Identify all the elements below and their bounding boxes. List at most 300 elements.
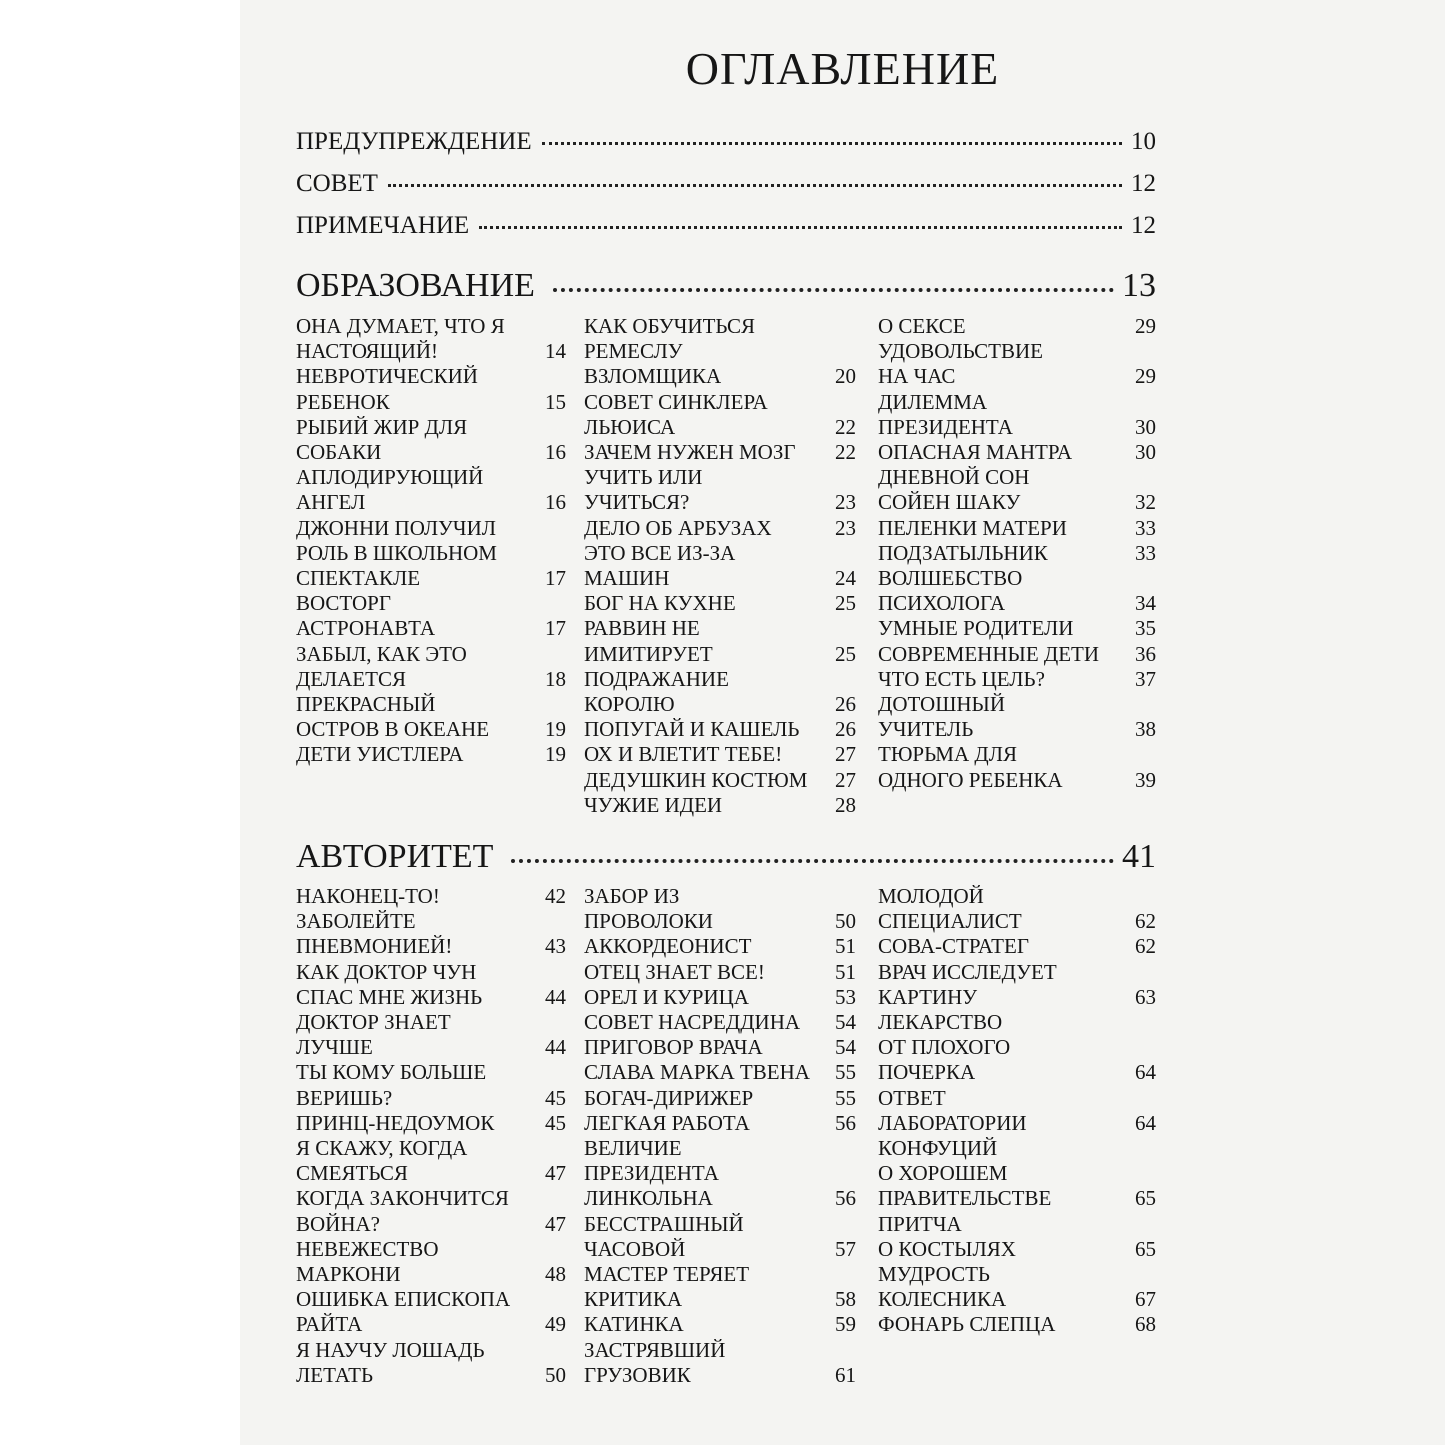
toc-item-line: ДЕТИ УИСТЛЕРА [296, 742, 464, 767]
toc-item-line: ОНА ДУМАЕТ, ЧТО Я [296, 314, 505, 338]
toc-item-title [296, 692, 542, 742]
toc-item-line: ПРЕЗИДЕНТА [584, 1161, 719, 1186]
toc-item-line: ВЗЛОМЩИКА [584, 364, 722, 389]
toc-item[interactable] [584, 390, 856, 440]
toc-item-line: СПЕКТАКЛЕ [296, 566, 421, 591]
toc-item-page: 55 [835, 1085, 856, 1110]
section-label: ОБРАЗОВАНИЕ [296, 267, 535, 304]
toc-item[interactable] [878, 1212, 1156, 1262]
dot-leader [542, 142, 1122, 145]
toc-item-title [584, 1086, 832, 1111]
toc-item-page: 45 [545, 1085, 566, 1110]
toc-item-line: ДОТОШНЫЙ [878, 692, 1006, 717]
toc-entry-advice[interactable] [296, 170, 1156, 198]
toc-item[interactable] [296, 364, 566, 414]
toc-item[interactable] [878, 465, 1156, 515]
toc-item-page: 58 [835, 1287, 856, 1312]
toc-item[interactable] [584, 1086, 856, 1111]
toc-item-line: МАРКОНИ [296, 1262, 401, 1287]
toc-item-page: 67 [1135, 1287, 1156, 1312]
toc-item[interactable] [584, 440, 856, 465]
toc-item-line: ПЕЛЕНКИ МАТЕРИ [878, 515, 1067, 540]
toc-item-line: ОХ И ВЛЕТИТ ТЕБЕ! [584, 742, 783, 767]
toc-item-line: АСТРОНАВТА [296, 616, 436, 641]
toc-item[interactable] [296, 909, 566, 959]
toc-item-line: ЗАБЫЛ, КАК ЭТО [296, 641, 467, 666]
section-page: 41 [1122, 838, 1156, 875]
toc-item-line: ОШИБКА ЕПИСКОПА [296, 1287, 511, 1312]
toc-item-title [878, 314, 1132, 339]
toc-item-page: 56 [835, 1110, 856, 1135]
toc-item[interactable] [296, 465, 566, 515]
toc-item-line: БОГАЧ-ДИРИЖЕР [584, 1085, 754, 1110]
toc-item[interactable] [584, 1262, 856, 1312]
toc-item-page: 16 [545, 440, 566, 465]
toc-item-line: РАВВИН НЕ [584, 616, 700, 641]
toc-item[interactable] [878, 960, 1156, 1010]
toc-item-title [584, 717, 832, 742]
toc-item-line: ЭТО ВСЕ ИЗ-ЗА [584, 540, 736, 565]
toc-item[interactable] [878, 667, 1156, 692]
toc-item-line: ПСИХОЛОГА [878, 591, 1005, 616]
toc-item-title [296, 591, 542, 641]
toc-item-title [584, 390, 832, 440]
toc-item-line: ПРЕЗИДЕНТА [878, 414, 1013, 439]
toc-item-line: ВЕЛИЧИЕ [584, 1136, 682, 1161]
toc-item[interactable] [878, 1136, 1156, 1212]
toc-item-title [584, 591, 832, 616]
toc-item[interactable] [296, 960, 566, 1010]
toc-item-page: 44 [545, 1035, 566, 1060]
toc-item-page: 34 [1135, 591, 1156, 616]
toc-item-title [296, 909, 542, 959]
toc-item-title [584, 1111, 832, 1136]
toc-item-line: ВОЙНА? [296, 1211, 380, 1236]
toc-item-line: АПЛОДИРУЮЩИЙ [296, 465, 484, 490]
toc-item-line: КАК ДОКТОР ЧУН [296, 959, 477, 984]
toc-item-line: ПОДЗАТЫЛЬНИК [878, 540, 1048, 565]
toc-item[interactable] [584, 667, 856, 717]
toc-item-page: 62 [1135, 934, 1156, 959]
toc-item-page: 23 [835, 515, 856, 540]
toc-item[interactable] [296, 516, 566, 592]
toc-item-page: 64 [1135, 1110, 1156, 1135]
toc-item[interactable] [584, 1338, 856, 1388]
toc-item[interactable] [296, 642, 566, 692]
toc-item-line: МОЛОДОЙ [878, 884, 984, 908]
toc-item-page: 43 [545, 934, 566, 959]
toc-item-title [878, 339, 1132, 389]
toc-item-title [296, 960, 542, 1010]
toc-item-line: МУДРОСТЬ [878, 1262, 990, 1287]
toc-item[interactable] [878, 1312, 1156, 1337]
toc-item-page: 54 [835, 1035, 856, 1060]
toc-item[interactable] [584, 884, 856, 934]
toc-item-page: 50 [545, 1362, 566, 1387]
toc-item-title [584, 1035, 832, 1060]
toc-item-line: КАРТИНУ [878, 984, 978, 1009]
entry-page: 10 [1131, 128, 1156, 155]
toc-item-page: 19 [545, 717, 566, 742]
toc-item-line: СЛАВА МАРКА ТВЕНА [584, 1060, 810, 1085]
toc-item-title [296, 742, 542, 767]
toc-item-line: БЕССТРАШНЫЙ [584, 1211, 744, 1236]
toc-item-line: ОПАСНАЯ МАНТРА [878, 440, 1073, 465]
toc-item-line: ОДНОГО РЕБЕНКА [878, 767, 1063, 792]
dot-leader [388, 184, 1122, 187]
toc-item[interactable] [584, 1035, 856, 1060]
toc-item-title [878, 960, 1132, 1010]
toc-item[interactable] [584, 717, 856, 742]
toc-item-page: 30 [1135, 440, 1156, 465]
toc-item-page: 26 [835, 717, 856, 742]
toc-item[interactable] [296, 884, 566, 909]
toc-item[interactable] [584, 960, 856, 985]
toc-item[interactable] [296, 1186, 566, 1236]
toc-item-page: 62 [1135, 909, 1156, 934]
toc-item-line: Я НАУЧУ ЛОШАДЬ [296, 1337, 485, 1362]
toc-item-title [584, 516, 832, 541]
toc-item-page: 29 [1135, 364, 1156, 389]
toc-item-line: ПРОВОЛОКИ [584, 909, 713, 934]
toc-item-title [296, 1111, 542, 1136]
toc-item[interactable] [584, 985, 856, 1010]
toc-item-line: ВОЛШЕБСТВО [878, 566, 1023, 591]
toc-item-page: 51 [835, 959, 856, 984]
toc-item-line: ОТЕЦ ЗНАЕТ ВСЕ! [584, 959, 765, 984]
toc-item[interactable] [296, 314, 566, 364]
toc-item-title [296, 314, 542, 364]
toc-item[interactable] [584, 1312, 856, 1337]
authority-column-1 [296, 884, 566, 1388]
toc-item[interactable] [584, 314, 856, 390]
toc-item-title [296, 1287, 542, 1337]
toc-item-line: ДЕДУШКИН КОСТЮМ [584, 767, 808, 792]
toc-item-line: АККОРДЕОНИСТ [584, 934, 752, 959]
toc-item-title [584, 884, 832, 934]
toc-item[interactable] [878, 314, 1156, 339]
toc-item-page: 44 [545, 984, 566, 1009]
dot-leader [553, 288, 1114, 292]
toc-item-title [584, 1338, 832, 1388]
toc-item-title [584, 768, 832, 793]
toc-item-page: 20 [835, 364, 856, 389]
toc-item-page: 19 [545, 742, 566, 767]
toc-entry-warning[interactable] [296, 128, 1156, 156]
toc-item-title [878, 541, 1132, 566]
toc-item[interactable] [878, 616, 1156, 641]
toc-item-title [296, 1010, 542, 1060]
toc-item-title [878, 692, 1132, 742]
toc-item-page: 59 [835, 1312, 856, 1337]
toc-entry-note[interactable] [296, 212, 1156, 240]
toc-item-title [878, 1136, 1132, 1212]
toc-item[interactable] [584, 465, 856, 515]
toc-item-title [296, 1060, 542, 1110]
toc-item-title [296, 1186, 542, 1236]
toc-item-line: ПОДРАЖАНИЕ [584, 666, 729, 691]
toc-item-page: 16 [545, 490, 566, 515]
toc-item-title [584, 1262, 832, 1312]
page-title: ОГЛАВЛЕНИЕ [685, 43, 1000, 94]
toc-item-line: ВОСТОРГ [296, 591, 391, 616]
toc-item-line: ИМИТИРУЕТ [584, 641, 713, 666]
toc-item-page: 39 [1135, 767, 1156, 792]
toc-item-line: СОВЕТ СИНКЛЕРА [584, 389, 768, 414]
toc-item[interactable] [296, 692, 566, 742]
toc-item-page: 17 [545, 616, 566, 641]
toc-item-line: НАКОНЕЦ-ТО! [296, 884, 440, 908]
toc-item[interactable] [296, 1060, 566, 1110]
toc-item-title [878, 642, 1132, 667]
toc-item-title [584, 1312, 832, 1337]
toc-item-line: ТЮРЬМА ДЛЯ [878, 742, 1017, 767]
toc-item-line: КОНФУЦИЙ [878, 1136, 998, 1161]
toc-item[interactable] [584, 1060, 856, 1085]
toc-item-page: 68 [1135, 1312, 1156, 1337]
toc-item[interactable] [878, 1086, 1156, 1136]
toc-item-line: РЕМЕСЛУ [584, 339, 683, 364]
toc-item-line: ЗАСТРЯВШИЙ [584, 1337, 726, 1362]
education-column-1 [296, 314, 566, 768]
toc-item-line: ПРИНЦ-НЕДОУМОК [296, 1110, 495, 1135]
toc-item[interactable] [878, 1262, 1156, 1312]
toc-item-line: ОТВЕТ [878, 1085, 946, 1110]
toc-item-page: 38 [1135, 717, 1156, 742]
toc-item-page: 30 [1135, 414, 1156, 439]
toc-item-line: КОЛЕСНИКА [878, 1287, 1007, 1312]
toc-item[interactable] [584, 616, 856, 666]
book-page [240, 0, 1445, 1445]
toc-item-line: АНГЕЛ [296, 490, 366, 515]
toc-item-page: 22 [835, 440, 856, 465]
toc-item-title [584, 1060, 832, 1085]
toc-item-line: ТЫ КОМУ БОЛЬШЕ [296, 1060, 487, 1085]
toc-item-line: УМНЫЕ РОДИТЕЛИ [878, 616, 1074, 641]
toc-item-line: ЛЕКАРСТВО [878, 1010, 1003, 1035]
toc-item[interactable] [878, 1010, 1156, 1086]
toc-item-title [878, 884, 1132, 934]
toc-item[interactable] [584, 793, 856, 818]
toc-item-line: СОВРЕМЕННЫЕ ДЕТИ [878, 641, 1100, 666]
toc-item-title [878, 440, 1132, 465]
toc-item-title [878, 566, 1132, 616]
entry-page: 12 [1131, 170, 1156, 197]
toc-item-title [584, 616, 832, 666]
toc-item-title [584, 960, 832, 985]
toc-item-title [296, 884, 542, 909]
toc-item[interactable] [584, 1111, 856, 1136]
toc-item[interactable] [878, 566, 1156, 616]
toc-item-title [296, 465, 542, 515]
toc-item-line: ПРИТЧА [878, 1211, 962, 1236]
toc-item[interactable] [584, 742, 856, 767]
toc-item-page: 32 [1135, 490, 1156, 515]
toc-item-line: МАШИН [584, 566, 670, 591]
toc-item-page: 29 [1135, 314, 1156, 338]
toc-item-line: КОГДА ЗАКОНЧИТСЯ [296, 1186, 509, 1211]
entry-label: ПРЕДУПРЕЖДЕНИЕ [296, 128, 532, 155]
toc-item-title [296, 516, 542, 592]
toc-item[interactable] [296, 1338, 566, 1388]
toc-item-title [878, 934, 1132, 959]
toc-item-line: СОЙЕН ШАКУ [878, 490, 1021, 515]
toc-item-line: ЛУЧШЕ [296, 1035, 373, 1060]
section-page: 13 [1122, 267, 1156, 304]
toc-item-page: 18 [545, 666, 566, 691]
toc-item-line: СПАС МНЕ ЖИЗНЬ [296, 984, 483, 1009]
toc-item[interactable] [296, 1237, 566, 1287]
toc-item-line: О ХОРОШЕМ [878, 1161, 1008, 1186]
toc-item-title [584, 1010, 832, 1035]
toc-item-line: КРИТИКА [584, 1287, 683, 1312]
toc-item-line: РЫБИЙ ЖИР ДЛЯ [296, 414, 468, 439]
toc-item-line: ВЕРИШЬ? [296, 1085, 393, 1110]
toc-item[interactable] [878, 541, 1156, 566]
toc-item-line: Я СКАЖУ, КОГДА [296, 1136, 468, 1161]
toc-item[interactable] [584, 934, 856, 959]
toc-item-line: ЗАБОР ИЗ [584, 884, 680, 908]
toc-item-title [584, 541, 832, 591]
toc-item-title [584, 465, 832, 515]
toc-item[interactable] [584, 1212, 856, 1262]
toc-item-title [878, 616, 1132, 641]
toc-item-page: 47 [545, 1161, 566, 1186]
education-column-2 [584, 314, 856, 818]
toc-item-line: ПОЧЕРКА [878, 1060, 976, 1085]
toc-item[interactable] [878, 742, 1156, 792]
section-heading-education[interactable] [296, 267, 1156, 305]
toc-item-page: 17 [545, 566, 566, 591]
toc-item-line: ЛЕГКАЯ РАБОТА [584, 1110, 750, 1135]
toc-item[interactable] [584, 768, 856, 793]
toc-item-title [584, 985, 832, 1010]
toc-item-page: 65 [1135, 1186, 1156, 1211]
toc-item-line: ОРЕЛ И КУРИЦА [584, 984, 749, 1009]
toc-item-page: 65 [1135, 1236, 1156, 1261]
toc-item-page: 25 [835, 641, 856, 666]
toc-item-line: КАК ОБУЧИТЬСЯ [584, 314, 755, 338]
toc-item-page: 45 [545, 1110, 566, 1135]
toc-item-line: ЛЕТАТЬ [296, 1362, 374, 1387]
toc-item[interactable] [878, 516, 1156, 541]
toc-item[interactable] [584, 591, 856, 616]
toc-item-line: ПРАВИТЕЛЬСТВЕ [878, 1186, 1052, 1211]
toc-item-page: 56 [835, 1186, 856, 1211]
toc-item-page: 24 [835, 566, 856, 591]
toc-item-title [584, 1136, 832, 1212]
toc-item-line: УЧИТЬ ИЛИ [584, 465, 703, 490]
toc-item[interactable] [296, 1136, 566, 1186]
toc-item[interactable] [296, 1111, 566, 1136]
toc-item-line: ЛИНКОЛЬНА [584, 1186, 713, 1211]
toc-item-page: 27 [835, 767, 856, 792]
entry-page: 12 [1131, 212, 1156, 239]
toc-item-line: ДЕЛО ОБ АРБУЗАХ [584, 515, 772, 540]
toc-item[interactable] [878, 934, 1156, 959]
toc-item-page: 50 [835, 909, 856, 934]
toc-item-page: 42 [545, 884, 566, 908]
toc-item-line: БОГ НА КУХНЕ [584, 591, 736, 616]
toc-item[interactable] [584, 516, 856, 541]
toc-item-page: 57 [835, 1236, 856, 1261]
toc-item[interactable] [584, 1010, 856, 1035]
toc-item-title [296, 642, 542, 692]
toc-item[interactable] [878, 440, 1156, 465]
toc-item-line: ДИЛЕММА [878, 389, 988, 414]
toc-item-line: ДНЕВНОЙ СОН [878, 465, 1030, 490]
toc-item-line: ФОНАРЬ СЛЕПЦА [878, 1312, 1056, 1337]
toc-item[interactable] [878, 390, 1156, 440]
toc-item-line: О КОСТЫЛЯХ [878, 1236, 1016, 1261]
toc-item-page: 53 [835, 984, 856, 1009]
toc-item-title [878, 1086, 1132, 1136]
toc-item-line: УЧИТЕЛЬ [878, 717, 974, 742]
toc-item-page: 27 [835, 742, 856, 767]
toc-item-title [878, 390, 1132, 440]
toc-item[interactable] [296, 415, 566, 465]
toc-item-page: 33 [1135, 515, 1156, 540]
toc-item-title [584, 1212, 832, 1262]
toc-item-page: 51 [835, 934, 856, 959]
section-heading-authority[interactable] [296, 838, 1156, 876]
toc-item[interactable] [878, 642, 1156, 667]
toc-item-page: 15 [545, 389, 566, 414]
toc-item[interactable] [296, 1287, 566, 1337]
toc-item-line: РЕБЕНОК [296, 389, 390, 414]
toc-item-page: 55 [835, 1060, 856, 1085]
toc-item[interactable] [296, 591, 566, 641]
toc-item-line: ДЕЛАЕТСЯ [296, 666, 406, 691]
toc-item-title [878, 516, 1132, 541]
toc-item-line: ЗАБОЛЕЙТЕ [296, 909, 416, 934]
toc-item-line: ПОПУГАЙ И КАШЕЛЬ [584, 717, 800, 742]
toc-item-line: ЗАЧЕМ НУЖЕН МОЗГ [584, 440, 796, 465]
toc-item[interactable] [584, 1136, 856, 1212]
toc-item-line: ОТ ПЛОХОГО [878, 1035, 1011, 1060]
toc-item-line: ОСТРОВ В ОКЕАНЕ [296, 717, 490, 742]
toc-item-line: УЧИТЬСЯ? [584, 490, 690, 515]
toc-item-line: СПЕЦИАЛИСТ [878, 909, 1022, 934]
toc-item[interactable] [878, 692, 1156, 742]
dot-leader [479, 226, 1122, 229]
toc-item[interactable] [878, 339, 1156, 389]
toc-item-line: СОБАКИ [296, 440, 382, 465]
toc-item[interactable] [296, 742, 566, 767]
toc-item-page: 63 [1135, 984, 1156, 1009]
toc-item-line: ЧАСОВОЙ [584, 1236, 686, 1261]
toc-item-title [584, 667, 832, 717]
toc-item-line: ДОКТОР ЗНАЕТ [296, 1010, 451, 1035]
toc-item-title [584, 440, 832, 465]
toc-item-line: ВРАЧ ИССЛЕДУЕТ [878, 959, 1057, 984]
toc-item-title [878, 742, 1132, 792]
section-label: АВТОРИТЕТ [296, 838, 494, 875]
toc-item-page: 47 [545, 1211, 566, 1236]
dot-leader [511, 859, 1114, 863]
toc-item-line: ЛЬЮИСА [584, 414, 676, 439]
toc-item-title [584, 314, 832, 390]
toc-item-title [878, 1312, 1132, 1337]
toc-item-line: УДОВОЛЬСТВИЕ [878, 339, 1043, 364]
toc-item-page: 36 [1135, 641, 1156, 666]
toc-item[interactable] [296, 1010, 566, 1060]
toc-item-page: 22 [835, 414, 856, 439]
toc-item[interactable] [878, 884, 1156, 934]
toc-item-line: СМЕЯТЬСЯ [296, 1161, 408, 1186]
toc-item[interactable] [584, 541, 856, 591]
toc-item-title [584, 793, 832, 818]
